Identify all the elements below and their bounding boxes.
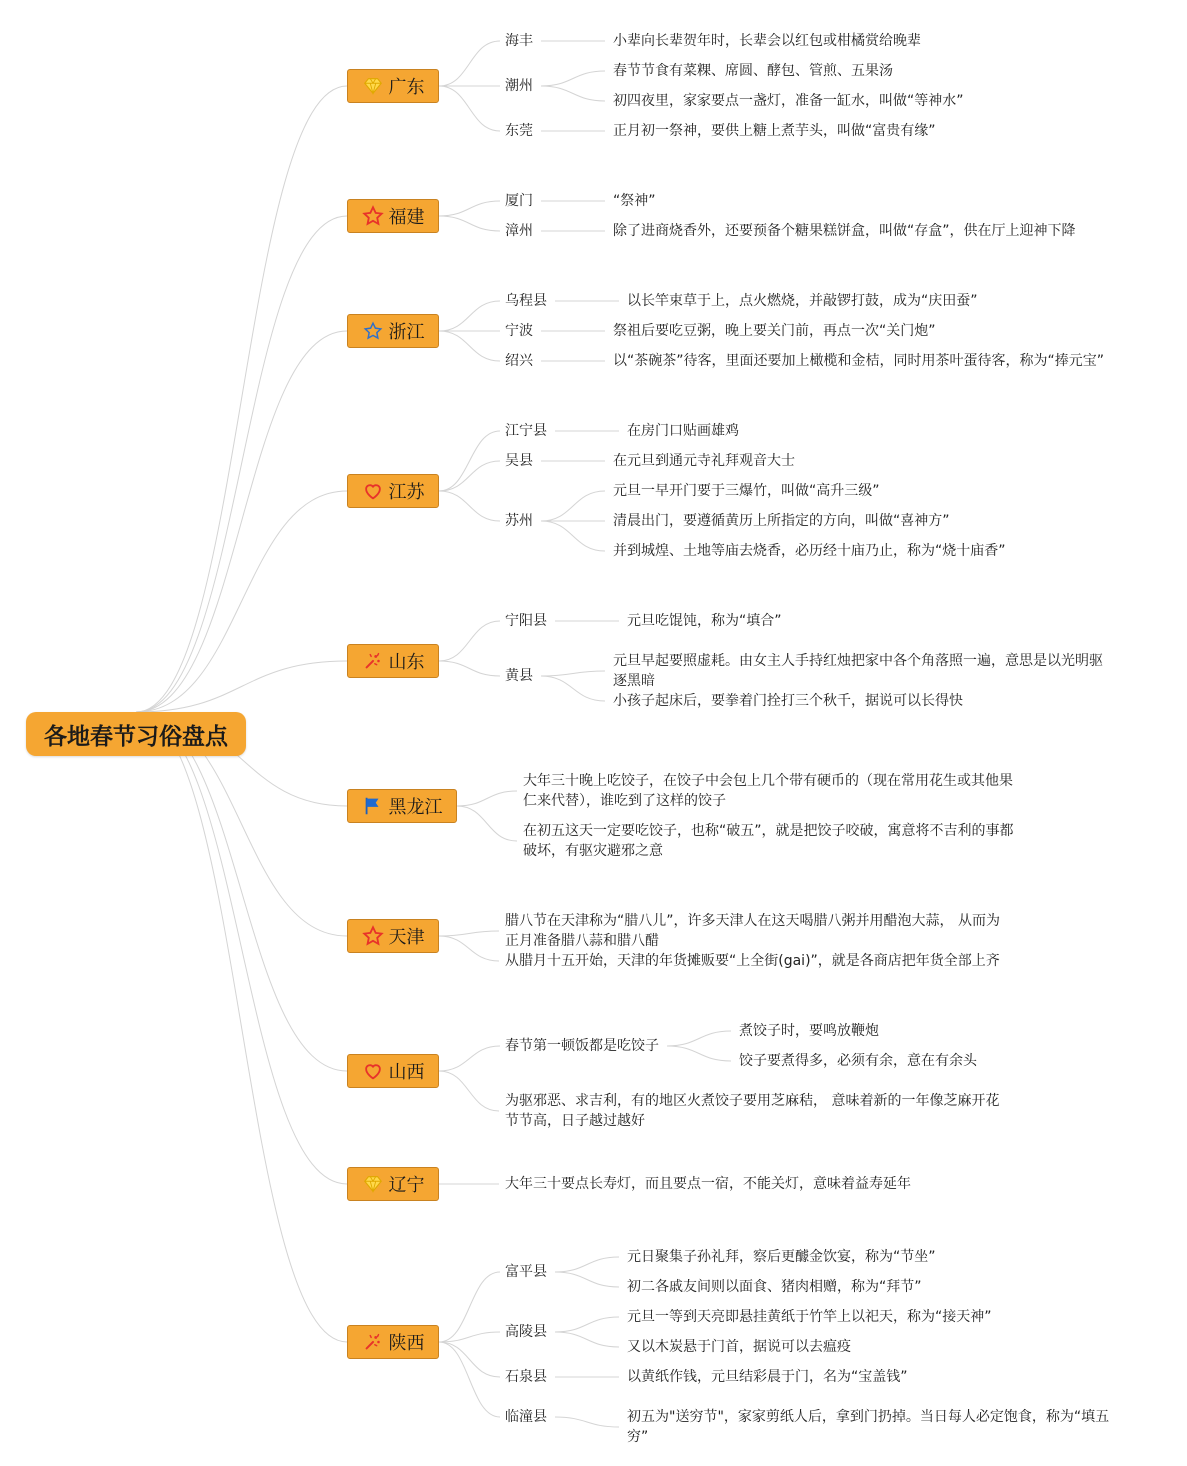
diamond-icon (362, 1173, 384, 1195)
branch-label[interactable]: 临潼县 (505, 1409, 547, 1425)
branch-connector (439, 301, 500, 331)
branch-label[interactable]: 吴县 (505, 453, 533, 469)
branch-label[interactable]: 富平县 (505, 1264, 547, 1280)
leaf-connector (555, 1317, 619, 1332)
custom-item[interactable]: 元旦早起要照虚耗。由女主人手持红烛把家中各个角落照一遍，意思是以光明驱逐黑暗 (613, 653, 1103, 689)
root-connector (136, 216, 347, 712)
leaf-connector (439, 936, 499, 961)
branch-label[interactable]: 漳州 (505, 223, 533, 239)
root-connector (136, 86, 347, 712)
star-icon (362, 205, 384, 227)
custom-item[interactable]: 以“茶碗茶”待客，里面还要加上橄榄和金桔，同时用茶叶蛋待客，称为“捧元宝” (613, 353, 1105, 369)
branch-label[interactable]: 苏州 (505, 513, 533, 529)
leaf-connector (457, 791, 517, 806)
province-node-0[interactable] (347, 69, 439, 103)
custom-item[interactable]: 以黄纸作钱，元旦结彩晨于门，名为“宝盖钱” (627, 1369, 908, 1385)
leaf-connector (439, 931, 499, 936)
branch-connector (439, 216, 500, 231)
branch-label[interactable]: 春节第一顿饭都是吃饺子 (505, 1038, 659, 1054)
province-label: 陕西 (388, 1333, 425, 1354)
branch-label[interactable]: 海丰 (505, 33, 533, 49)
custom-item[interactable]: 在房门口贴画雄鸡 (627, 423, 739, 439)
province-label: 山东 (388, 652, 425, 673)
branch-connector (439, 661, 500, 676)
custom-item[interactable]: 在元旦到通元寺礼拜观音大士 (613, 453, 795, 469)
leaf-connector (541, 676, 605, 701)
root-connector (136, 491, 347, 712)
custom-item[interactable]: 在初五这天一定要吃饺子，也称“破五”，就是把饺子咬破，寓意将不吉利的事都破坏，有驱灾避邪之意 (523, 823, 1014, 859)
root-connector (136, 712, 347, 1342)
province-label: 福建 (388, 207, 425, 228)
custom-item[interactable]: “祭神” (613, 193, 656, 209)
custom-item[interactable]: 春节节食有菜粿、席圆、酵包、管煎、五果汤 (613, 63, 893, 79)
star-outline-icon (362, 320, 384, 342)
custom-item[interactable]: 除了进商烧香外，还要预备个糖果糕饼盒，叫做“存盒”，供在厅上迎神下降 (613, 223, 1076, 239)
leaf-connector (439, 1071, 499, 1111)
leaf-connector (555, 1417, 619, 1427)
province-node-6[interactable] (347, 919, 439, 953)
custom-item[interactable]: 祭祖后要吃豆粥，晚上要关门前，再点一次“关门炮” (613, 323, 936, 339)
branch-connector (439, 1272, 500, 1342)
branch-label[interactable]: 江宁县 (505, 423, 547, 439)
custom-item[interactable]: 煮饺子时，要鸣放鞭炮 (739, 1023, 879, 1039)
province-node-3[interactable] (347, 474, 439, 508)
province-node-9[interactable] (347, 1325, 439, 1359)
star-icon (362, 925, 384, 947)
province-node-1[interactable] (347, 199, 439, 233)
diamond-icon (362, 75, 384, 97)
branch-label[interactable]: 黄县 (505, 668, 533, 684)
leaf-connector (555, 1332, 619, 1347)
branch-connector (439, 331, 500, 361)
province-label: 江苏 (388, 482, 425, 503)
root-connector (136, 712, 347, 1184)
province-label: 山西 (388, 1062, 425, 1083)
custom-item[interactable]: 小孩子起床后，要拳着门拴打三个秋千，据说可以长得快 (613, 693, 963, 709)
branch-label[interactable]: 宁波 (505, 323, 533, 339)
branch-label[interactable]: 厦门 (505, 193, 533, 209)
branch-connector (439, 621, 500, 661)
province-node-2[interactable] (347, 314, 439, 348)
branch-label[interactable]: 东莞 (505, 123, 533, 139)
heart-icon (362, 1060, 384, 1082)
province-label: 广东 (388, 77, 425, 98)
branch-connector (439, 86, 500, 131)
root-connector (136, 712, 347, 1071)
branch-connector (439, 491, 500, 521)
custom-item[interactable]: 为驱邪恶、求吉利，有的地区火煮饺子要用芝麻秸， 意味着新的一年像芝麻开花节节高，日子越过越好 (505, 1093, 1000, 1129)
custom-item[interactable]: 初四夜里，家家要点一盏灯，准备一缸水，叫做“等神水” (613, 93, 964, 109)
leaf-connector (667, 1046, 731, 1061)
province-label: 黑龙江 (388, 797, 443, 818)
confetti-icon (362, 1331, 384, 1353)
custom-item[interactable]: 初五为"送穷节"，家家剪纸人后，拿到门扔掉。当日每人必定饱食，称为“填五穷” (627, 1409, 1110, 1445)
branch-connector (439, 201, 500, 216)
custom-item[interactable]: 元旦吃馄饨，称为“填合” (627, 613, 782, 629)
branch-label[interactable]: 宁阳县 (505, 613, 547, 629)
branch-connector (439, 431, 500, 491)
province-node-7[interactable] (347, 1054, 439, 1088)
leaf-connector (541, 71, 605, 86)
custom-item[interactable]: 元旦一早开门要于三爆竹，叫做“高升三级” (613, 483, 880, 499)
custom-item[interactable]: 元日聚集子孙礼拜，察后更醵金饮宴，称为“节坐” (627, 1249, 936, 1265)
custom-item[interactable]: 从腊月十五开始，天津的年货摊贩要“上全街(gai)”，就是各商店把年货全部上齐 (505, 953, 1000, 969)
custom-item[interactable]: 正月初一祭神，要供上糖上煮芋头，叫做“富贵有缘” (613, 123, 936, 139)
branch-connector (439, 41, 500, 86)
root-topic[interactable]: 各地春节习俗盘点 (26, 712, 246, 756)
custom-item[interactable]: 大年三十要点长寿灯，而且要点一宿，不能关灯，意味着益寿延年 (505, 1176, 911, 1192)
branch-connector (439, 461, 500, 491)
custom-item[interactable]: 腊八节在天津称为“腊八儿”，许多天津人在这天喝腊八粥并用醋泡大蒜， 从而为正月准备腊八蒜和腊八醋 (505, 913, 1000, 949)
custom-item[interactable]: 以长竿束草于上，点火燃烧，并敲锣打鼓，成为“庆田蚕” (627, 293, 978, 309)
custom-item[interactable]: 初二各戚友间则以面食、猪肉相赠，称为“拜节” (627, 1279, 922, 1295)
confetti-icon (362, 650, 384, 672)
branch-connector (439, 1332, 500, 1342)
custom-item[interactable]: 清晨出门，要遵循黄历上所指定的方向，叫做“喜神方” (613, 513, 950, 529)
leaf-connector (457, 806, 517, 841)
province-label: 浙江 (388, 322, 425, 343)
province-label: 辽宁 (388, 1175, 425, 1196)
leaf-connector (555, 1257, 619, 1272)
branch-label[interactable]: 石泉县 (505, 1369, 547, 1385)
custom-item[interactable]: 元旦一等到天亮即悬挂黄纸于竹竿上以祀天，称为“接天神” (627, 1309, 992, 1325)
flag-icon (362, 795, 384, 817)
custom-item[interactable]: 大年三十晚上吃饺子，在饺子中会包上几个带有硬币的（现在常用花生或其他果仁来代替），谁吃到了这样的饺子 (523, 773, 1013, 809)
leaf-connector (667, 1031, 731, 1046)
province-label: 天津 (388, 927, 425, 948)
branch-connector (439, 1046, 500, 1071)
custom-item[interactable]: 并到城煌、土地等庙去烧香，必历经十庙乃止，称为“烧十庙香” (613, 543, 1006, 559)
custom-item[interactable]: 小辈向长辈贺年时，长辈会以红包或柑橘赏给晚辈 (613, 33, 921, 49)
leaf-connector (541, 86, 605, 101)
branch-connector (439, 1342, 500, 1417)
branch-connector (439, 1342, 500, 1377)
root-connector (136, 331, 347, 712)
heart-icon (362, 480, 384, 502)
province-node-4[interactable] (347, 644, 439, 678)
leaf-connector (541, 491, 605, 521)
leaf-connector (555, 1272, 619, 1287)
custom-item[interactable]: 饺子要煮得多，必须有余，意在有余头 (739, 1053, 977, 1069)
province-node-5[interactable] (347, 789, 457, 823)
leaf-connector (541, 521, 605, 551)
province-node-8[interactable] (347, 1167, 439, 1201)
branch-label[interactable]: 高陵县 (505, 1324, 547, 1340)
custom-item[interactable]: 又以木炭悬于门首，据说可以去瘟疫 (627, 1339, 851, 1355)
branch-label[interactable]: 潮州 (505, 78, 533, 94)
leaf-connector (541, 671, 605, 676)
branch-label[interactable]: 乌程县 (505, 293, 547, 309)
branch-label[interactable]: 绍兴 (505, 353, 533, 369)
